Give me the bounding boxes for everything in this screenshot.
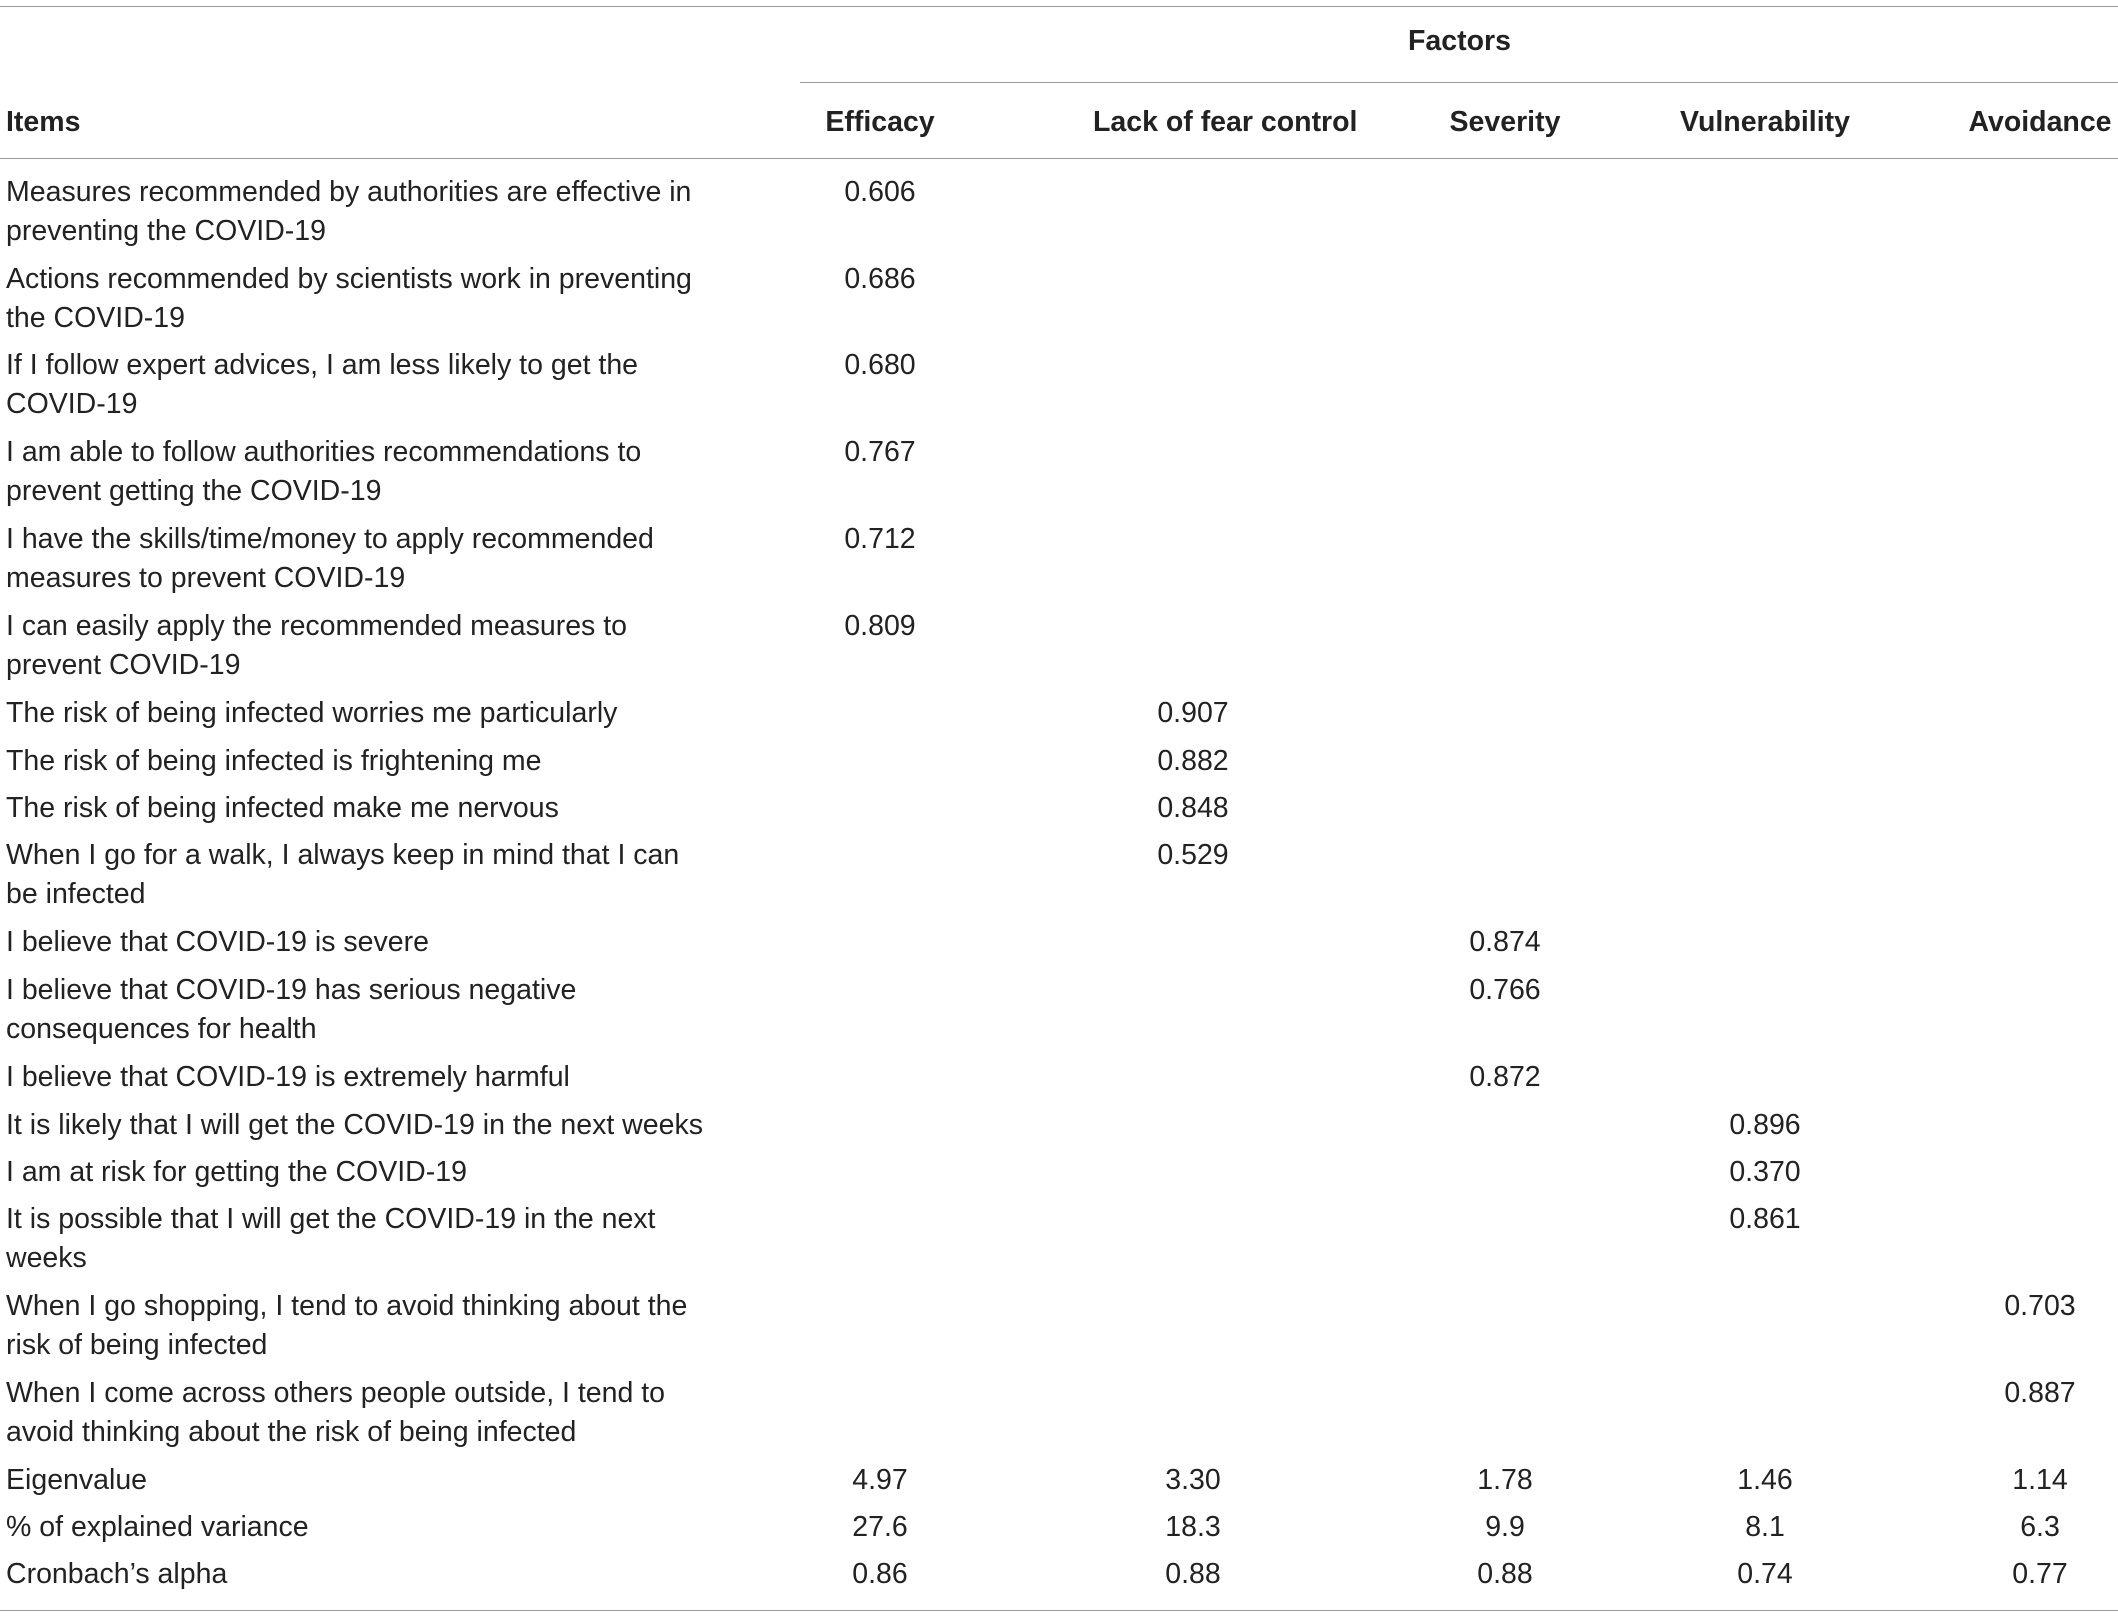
item-text: I believe that COVID-19 is extremely harmful (6, 1061, 570, 1093)
summary-value: 18.3 (1165, 1511, 1221, 1543)
item-text: The risk of being infected make me nervous (6, 792, 559, 824)
loading-value: 0.686 (844, 263, 916, 295)
item-text: When I go for a walk, I always keep in mind that I can be infected (6, 839, 680, 910)
factors-group-header: Factors (1408, 25, 1511, 57)
summary-value: 0.88 (1477, 1558, 1533, 1590)
summary-label: Eigenvalue (6, 1464, 148, 1496)
summary-value: 3.30 (1165, 1464, 1221, 1496)
loading-value: 0.606 (844, 176, 916, 208)
summary-value: 0.74 (1737, 1558, 1793, 1590)
loading-value: 0.887 (2004, 1377, 2076, 1409)
summary-value: 8.1 (1745, 1511, 1785, 1543)
summary-value: 27.6 (852, 1511, 908, 1543)
item-text: It is possible that I will get the COVID-19 in the next weeks (6, 1203, 656, 1274)
summary-label: Cronbach’s alpha (6, 1558, 228, 1590)
item-text: It is likely that I will get the COVID-19 in the next weeks (6, 1109, 703, 1141)
item-text: When I go shopping, I tend to avoid thinking about the risk of being infected (6, 1290, 688, 1361)
loading-value: 0.907 (1157, 697, 1229, 729)
summary-value: 4.97 (852, 1464, 908, 1496)
loading-value: 0.712 (844, 523, 916, 555)
summary-value: 0.86 (852, 1558, 908, 1590)
item-text: When I come across others people outside, I tend to avoid thinking about the risk of being infected (6, 1377, 666, 1448)
loading-value: 0.874 (1469, 926, 1541, 958)
summary-value: 1.14 (2012, 1464, 2068, 1496)
col-header-vulnerability: Vulnerability (1680, 106, 1850, 138)
top-rule (0, 6, 2118, 7)
summary-value: 6.3 (2020, 1511, 2060, 1543)
loading-value: 0.861 (1729, 1203, 1801, 1235)
col-header-efficacy: Efficacy (825, 106, 935, 138)
item-text: I am able to follow authorities recommendations to prevent getting the COVID-19 (6, 436, 642, 507)
item-text: I believe that COVID-19 is severe (6, 926, 429, 958)
summary-value: 0.77 (2012, 1558, 2068, 1590)
col-header-items: Items (6, 106, 81, 138)
item-text: I believe that COVID-19 has serious negative consequences for health (6, 974, 577, 1045)
item-text: Actions recommended by scientists work in preventing the COVID-19 (6, 263, 692, 334)
summary-value: 1.78 (1477, 1464, 1533, 1496)
loading-value: 0.370 (1729, 1156, 1801, 1188)
item-text: I have the skills/time/money to apply recommended measures to prevent COVID-19 (6, 523, 654, 594)
col-header-avoidance: Avoidance (1968, 106, 2112, 138)
item-text: I can easily apply the recommended measures to prevent COVID-19 (6, 610, 627, 681)
bottom-rule (0, 1610, 2118, 1611)
header-rule (0, 158, 2118, 159)
loading-value: 0.529 (1157, 839, 1229, 871)
loading-value: 0.767 (844, 436, 916, 468)
item-text: The risk of being infected is frightening me (6, 745, 542, 777)
col-header-lack-of-fear-control: Lack of fear control (1093, 106, 1358, 138)
loading-value: 0.680 (844, 349, 916, 381)
summary-value: 9.9 (1485, 1511, 1525, 1543)
summary-value: 1.46 (1737, 1464, 1793, 1496)
col-header-severity: Severity (1449, 106, 1561, 138)
item-text: Measures recommended by authorities are effective in preventing the COVID-19 (6, 176, 692, 247)
loading-value: 0.703 (2004, 1290, 2076, 1322)
loading-value: 0.848 (1157, 792, 1229, 824)
item-text: If I follow expert advices, I am less likely to get the COVID-19 (6, 349, 639, 420)
summary-value: 0.88 (1165, 1558, 1221, 1590)
loading-value: 0.766 (1469, 974, 1541, 1006)
loading-value: 0.809 (844, 610, 916, 642)
summary-label: % of explained variance (6, 1511, 309, 1543)
loading-value: 0.882 (1157, 745, 1229, 777)
item-text: I am at risk for getting the COVID-19 (6, 1156, 467, 1188)
loading-value: 0.896 (1729, 1109, 1801, 1141)
factors-underline (800, 82, 2118, 83)
loading-value: 0.872 (1469, 1061, 1541, 1093)
item-text: The risk of being infected worries me particularly (6, 697, 618, 729)
